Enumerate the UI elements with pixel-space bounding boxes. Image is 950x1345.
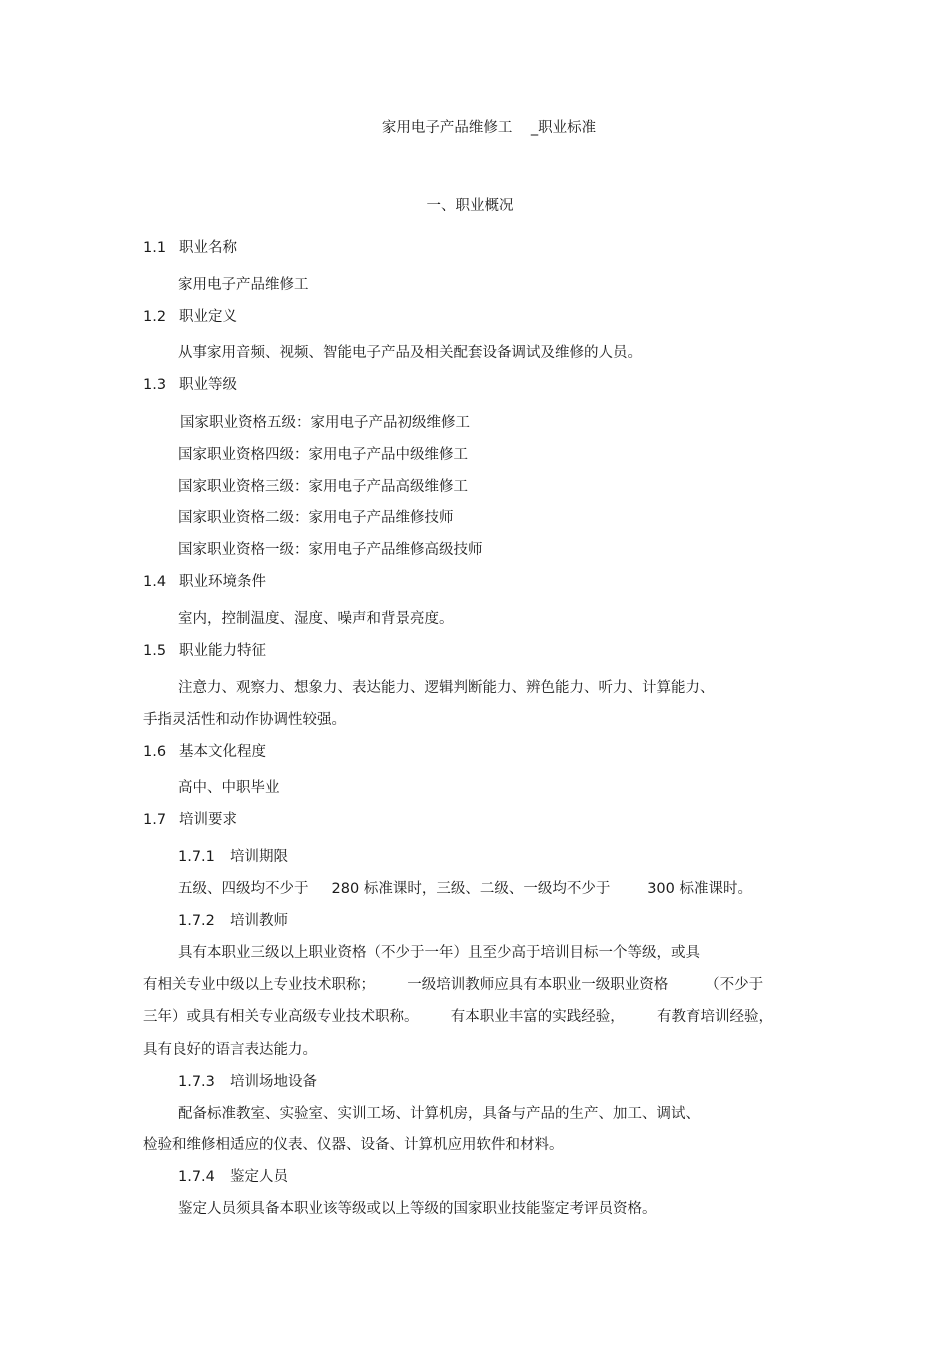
paragraph-1-7-2-line: 有相关专业中级以上专业技术职称； 一级培训教师应具有本职业一级职业资格 （不少于 [143,977,764,993]
paragraph-1-7-1: 五级、四级均不少于 280 标准课时，三级、二级、一级均不少于 300 标准课时。 [178,881,752,897]
heading-label: 职业名称 [179,240,237,256]
heading-1-3 [143,375,237,395]
section-heading: 一、职业概况 [426,198,514,214]
level-item: 国家职业资格五级：家用电子产品初级维修工 [180,415,470,431]
heading-number: 1.5 [143,643,167,659]
heading-label: 职业等级 [179,377,237,393]
subheading-label: 培训期限 [230,849,288,865]
paragraph-1-6: 高中、中职毕业 [178,780,280,796]
paragraph-1-7-2-line: 三年）或具有相关专业高级专业技术职称。 有本职业丰富的实践经验， 有教育培训经验， [143,1009,774,1025]
paragraph-1-7-2-line: 具有良好的语言表达能力。 [143,1042,317,1058]
heading-1-2 [143,307,237,327]
paragraph-1-4: 室内，控制温度、湿度、噪声和背景亮度。 [178,611,454,627]
subheading-label: 培训教师 [230,913,288,929]
heading-1-7-1 [178,847,288,867]
heading-1-4 [143,572,266,592]
level-item: 国家职业资格一级：家用电子产品维修高级技师 [178,542,483,558]
level-item: 国家职业资格三级：家用电子产品高级维修工 [178,479,468,495]
subheading-number: 1.7.3 [178,1074,215,1090]
heading-1-1 [143,238,237,258]
heading-label: 职业定义 [179,309,237,325]
heading-1-7 [143,810,237,830]
paragraph-1-7-3-line: 配备标准教室、实验室、实训工场、计算机房，具备与产品的生产、加工、调试、 [178,1106,700,1122]
paragraph-1-7-3-line: 检验和维修相适应的仪表、仪器、设备、计算机应用软件和材料。 [143,1137,564,1153]
document-title: 家用电子产品维修工 _职业标准 [381,120,597,136]
heading-1-7-3 [178,1072,317,1092]
paragraph-1-2: 从事家用音频、视频、智能电子产品及相关配套设备调试及维修的人员。 [178,345,642,361]
paragraph-1-7-4: 鉴定人员须具备本职业该等级或以上等级的国家职业技能鉴定考评员资格。 [178,1201,657,1217]
paragraph-1-7-2-line: 具有本职业三级以上职业资格（不少于一年）且至少高于培训目标一个等级，或具 [178,945,700,961]
heading-number: 1.2 [143,309,167,325]
paragraph-1-5-line: 手指灵活性和动作协调性较强。 [143,712,346,728]
paragraph-1-5-line: 注意力、观察力、想象力、表达能力、逻辑判断能力、辨色能力、听力、计算能力、 [178,680,715,696]
heading-label: 培训要求 [179,812,237,828]
subheading-number: 1.7.4 [178,1169,215,1185]
subheading-number: 1.7.1 [178,849,215,865]
subheading-label: 培训场地设备 [230,1074,317,1090]
heading-1-5 [143,641,266,661]
heading-1-7-2 [178,911,288,931]
level-item: 国家职业资格四级：家用电子产品中级维修工 [178,447,468,463]
heading-number: 1.1 [143,240,167,256]
subheading-number: 1.7.2 [178,913,215,929]
level-item: 国家职业资格二级：家用电子产品维修技师 [178,510,454,526]
heading-label: 职业环境条件 [179,574,266,590]
heading-number: 1.3 [143,377,167,393]
heading-label: 基本文化程度 [179,744,266,760]
heading-1-7-4 [178,1167,288,1187]
subheading-label: 鉴定人员 [230,1169,288,1185]
heading-1-6 [143,742,266,762]
heading-number: 1.6 [143,744,167,760]
heading-number: 1.7 [143,812,167,828]
heading-label: 职业能力特征 [179,643,266,659]
paragraph-1-1: 家用电子产品维修工 [178,277,309,293]
heading-number: 1.4 [143,574,167,590]
